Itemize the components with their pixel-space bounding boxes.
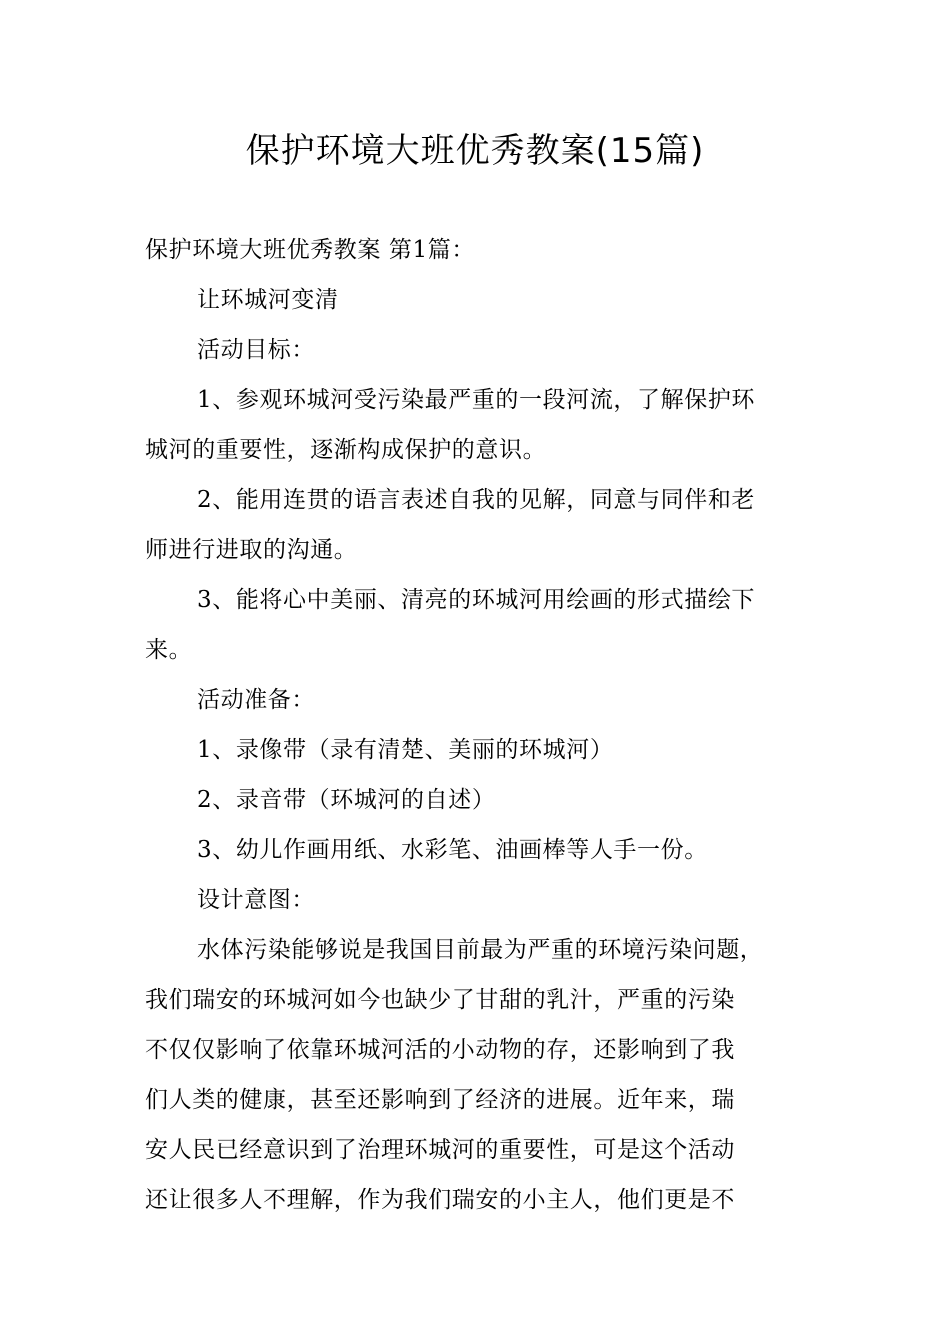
goal-3-line-2: 来。 [145, 637, 193, 663]
design-paragraph-line-3: 不仅仅影响了依靠环城河活的小动物的存，还影响到了我 [145, 1037, 735, 1063]
goal-1-line-2: 城河的重要性，逐渐构成保护的意识。 [145, 437, 547, 463]
goals-heading: 活动目标： [197, 337, 315, 363]
preparation-item-2: 2、录音带（环城河的自述） [197, 787, 496, 813]
design-paragraph-line-5: 安人民已经意识到了治理环城河的重要性，可是这个活动 [145, 1137, 735, 1163]
design-paragraph-line-1: 水体污染能够说是我国目前最为严重的环境污染问题， [197, 937, 764, 963]
section-heading: 保护环境大班优秀教案 第1篇： [145, 237, 475, 263]
goal-2-line-2: 师进行进取的沟通。 [145, 537, 358, 563]
design-heading: 设计意图： [197, 887, 315, 913]
preparation-heading: 活动准备： [197, 687, 315, 713]
document-title: 保护环境大班优秀教案(15篇) [245, 131, 705, 171]
design-paragraph-line-6: 还让很多人不理解，作为我们瑞安的小主人，他们更是不 [145, 1187, 735, 1213]
goal-3-line-1: 3、能将心中美丽、清亮的环城河用绘画的形式描绘下 [197, 587, 756, 613]
document-body [145, 225, 810, 1225]
goal-2-line-1: 2、能用连贯的语言表述自我的见解，同意与同伴和老 [197, 487, 756, 513]
design-paragraph-line-2: 我们瑞安的环城河如今也缺少了甘甜的乳汁，严重的污染 [145, 987, 735, 1013]
preparation-item-1: 1、录像带（录有清楚、美丽的环城河） [197, 737, 614, 763]
lesson-title: 让环城河变清 [197, 287, 339, 313]
goal-1-line-1: 1、参观环城河受污染最严重的一段河流，了解保护环 [197, 387, 756, 413]
preparation-item-3: 3、幼儿作画用纸、水彩笔、油画棒等人手一份。 [197, 837, 708, 863]
design-paragraph-line-4: 们人类的健康，甚至还影响到了经济的进展。近年来，瑞 [145, 1087, 735, 1113]
